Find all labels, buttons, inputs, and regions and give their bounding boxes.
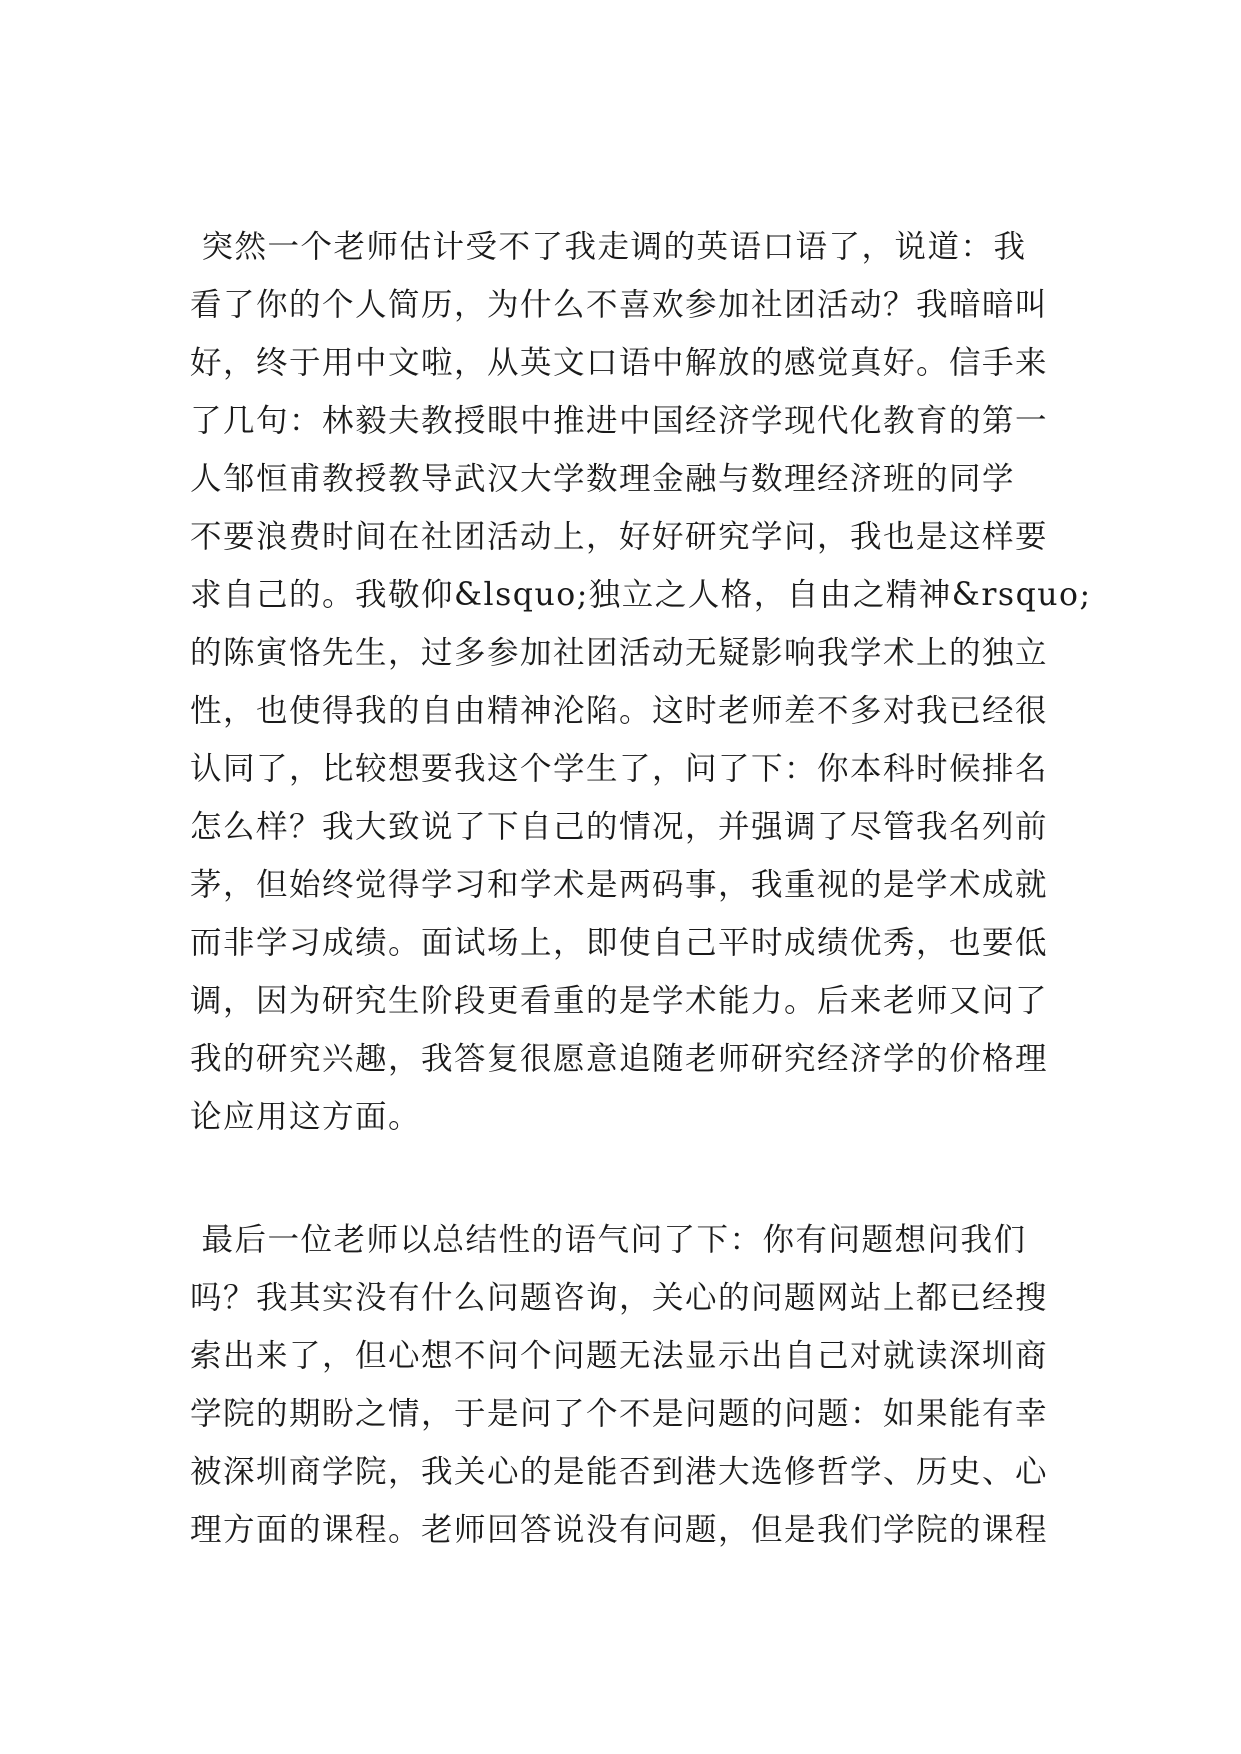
paragraph-final-question: [190, 1211, 1070, 1559]
text-line: 我的研究兴趣，我答复很愿意追随老师研究经济学的价格理: [190, 1041, 1049, 1077]
text-line: 性，也使得我的自由精神沦陷。这时老师差不多对我已经很: [190, 693, 1049, 729]
text-line: 好，终于用中文啦，从英文口语中解放的感觉真好。信手来: [190, 345, 1049, 381]
text-line: 最后一位老师以总结性的语气问了下：你有问题想问我们: [190, 1222, 1027, 1258]
text-line: 吗？我其实没有什么问题咨询，关心的问题网站上都已经搜: [190, 1280, 1049, 1316]
paragraph-interview-dialogue: [190, 218, 1092, 1146]
text-line: 调，因为研究生阶段更看重的是学术能力。后来老师又问了: [190, 983, 1049, 1019]
text-line: 而非学习成绩。面试场上，即使自己平时成绩优秀，也要低: [190, 925, 1049, 961]
text-line: 理方面的课程。老师回答说没有问题，但是我们学院的课程: [190, 1512, 1049, 1548]
text-line: 了几句：林毅夫教授眼中推进中国经济学现代化教育的第一: [190, 403, 1049, 439]
text-line: 茅，但始终觉得学习和学术是两码事，我重视的是学术成就: [190, 867, 1049, 903]
text-line: 看了你的个人简历，为什么不喜欢参加社团活动？我暗暗叫: [190, 287, 1049, 323]
text-line: 怎么样？我大致说了下自己的情况，并强调了尽管我名列前: [190, 809, 1049, 845]
text-line: 认同了，比较想要我这个学生了，问了下：你本科时候排名: [190, 751, 1049, 787]
text-line: 人邹恒甫教授教导武汉大学数理金融与数理经济班的同学: [190, 461, 1016, 497]
text-line: 求自己的。我敬仰&lsquo;独立之人格，自由之精神&rsquo;: [190, 577, 1092, 613]
text-line: 被深圳商学院，我关心的是能否到港大选修哲学、历史、心: [190, 1454, 1049, 1490]
text-line: 的陈寅恪先生，过多参加社团活动无疑影响我学术上的独立: [190, 635, 1049, 671]
text-line: 突然一个老师估计受不了我走调的英语口语了，说道：我: [190, 229, 1027, 265]
text-line: 论应用这方面。: [190, 1099, 422, 1135]
text-line: 索出来了，但心想不问个问题无法显示出自己对就读深圳商: [190, 1338, 1049, 1374]
text-line: 不要浪费时间在社团活动上，好好研究学问，我也是这样要: [190, 519, 1049, 555]
text-line: 学院的期盼之情，于是问了个不是问题的问题：如果能有幸: [190, 1396, 1049, 1432]
